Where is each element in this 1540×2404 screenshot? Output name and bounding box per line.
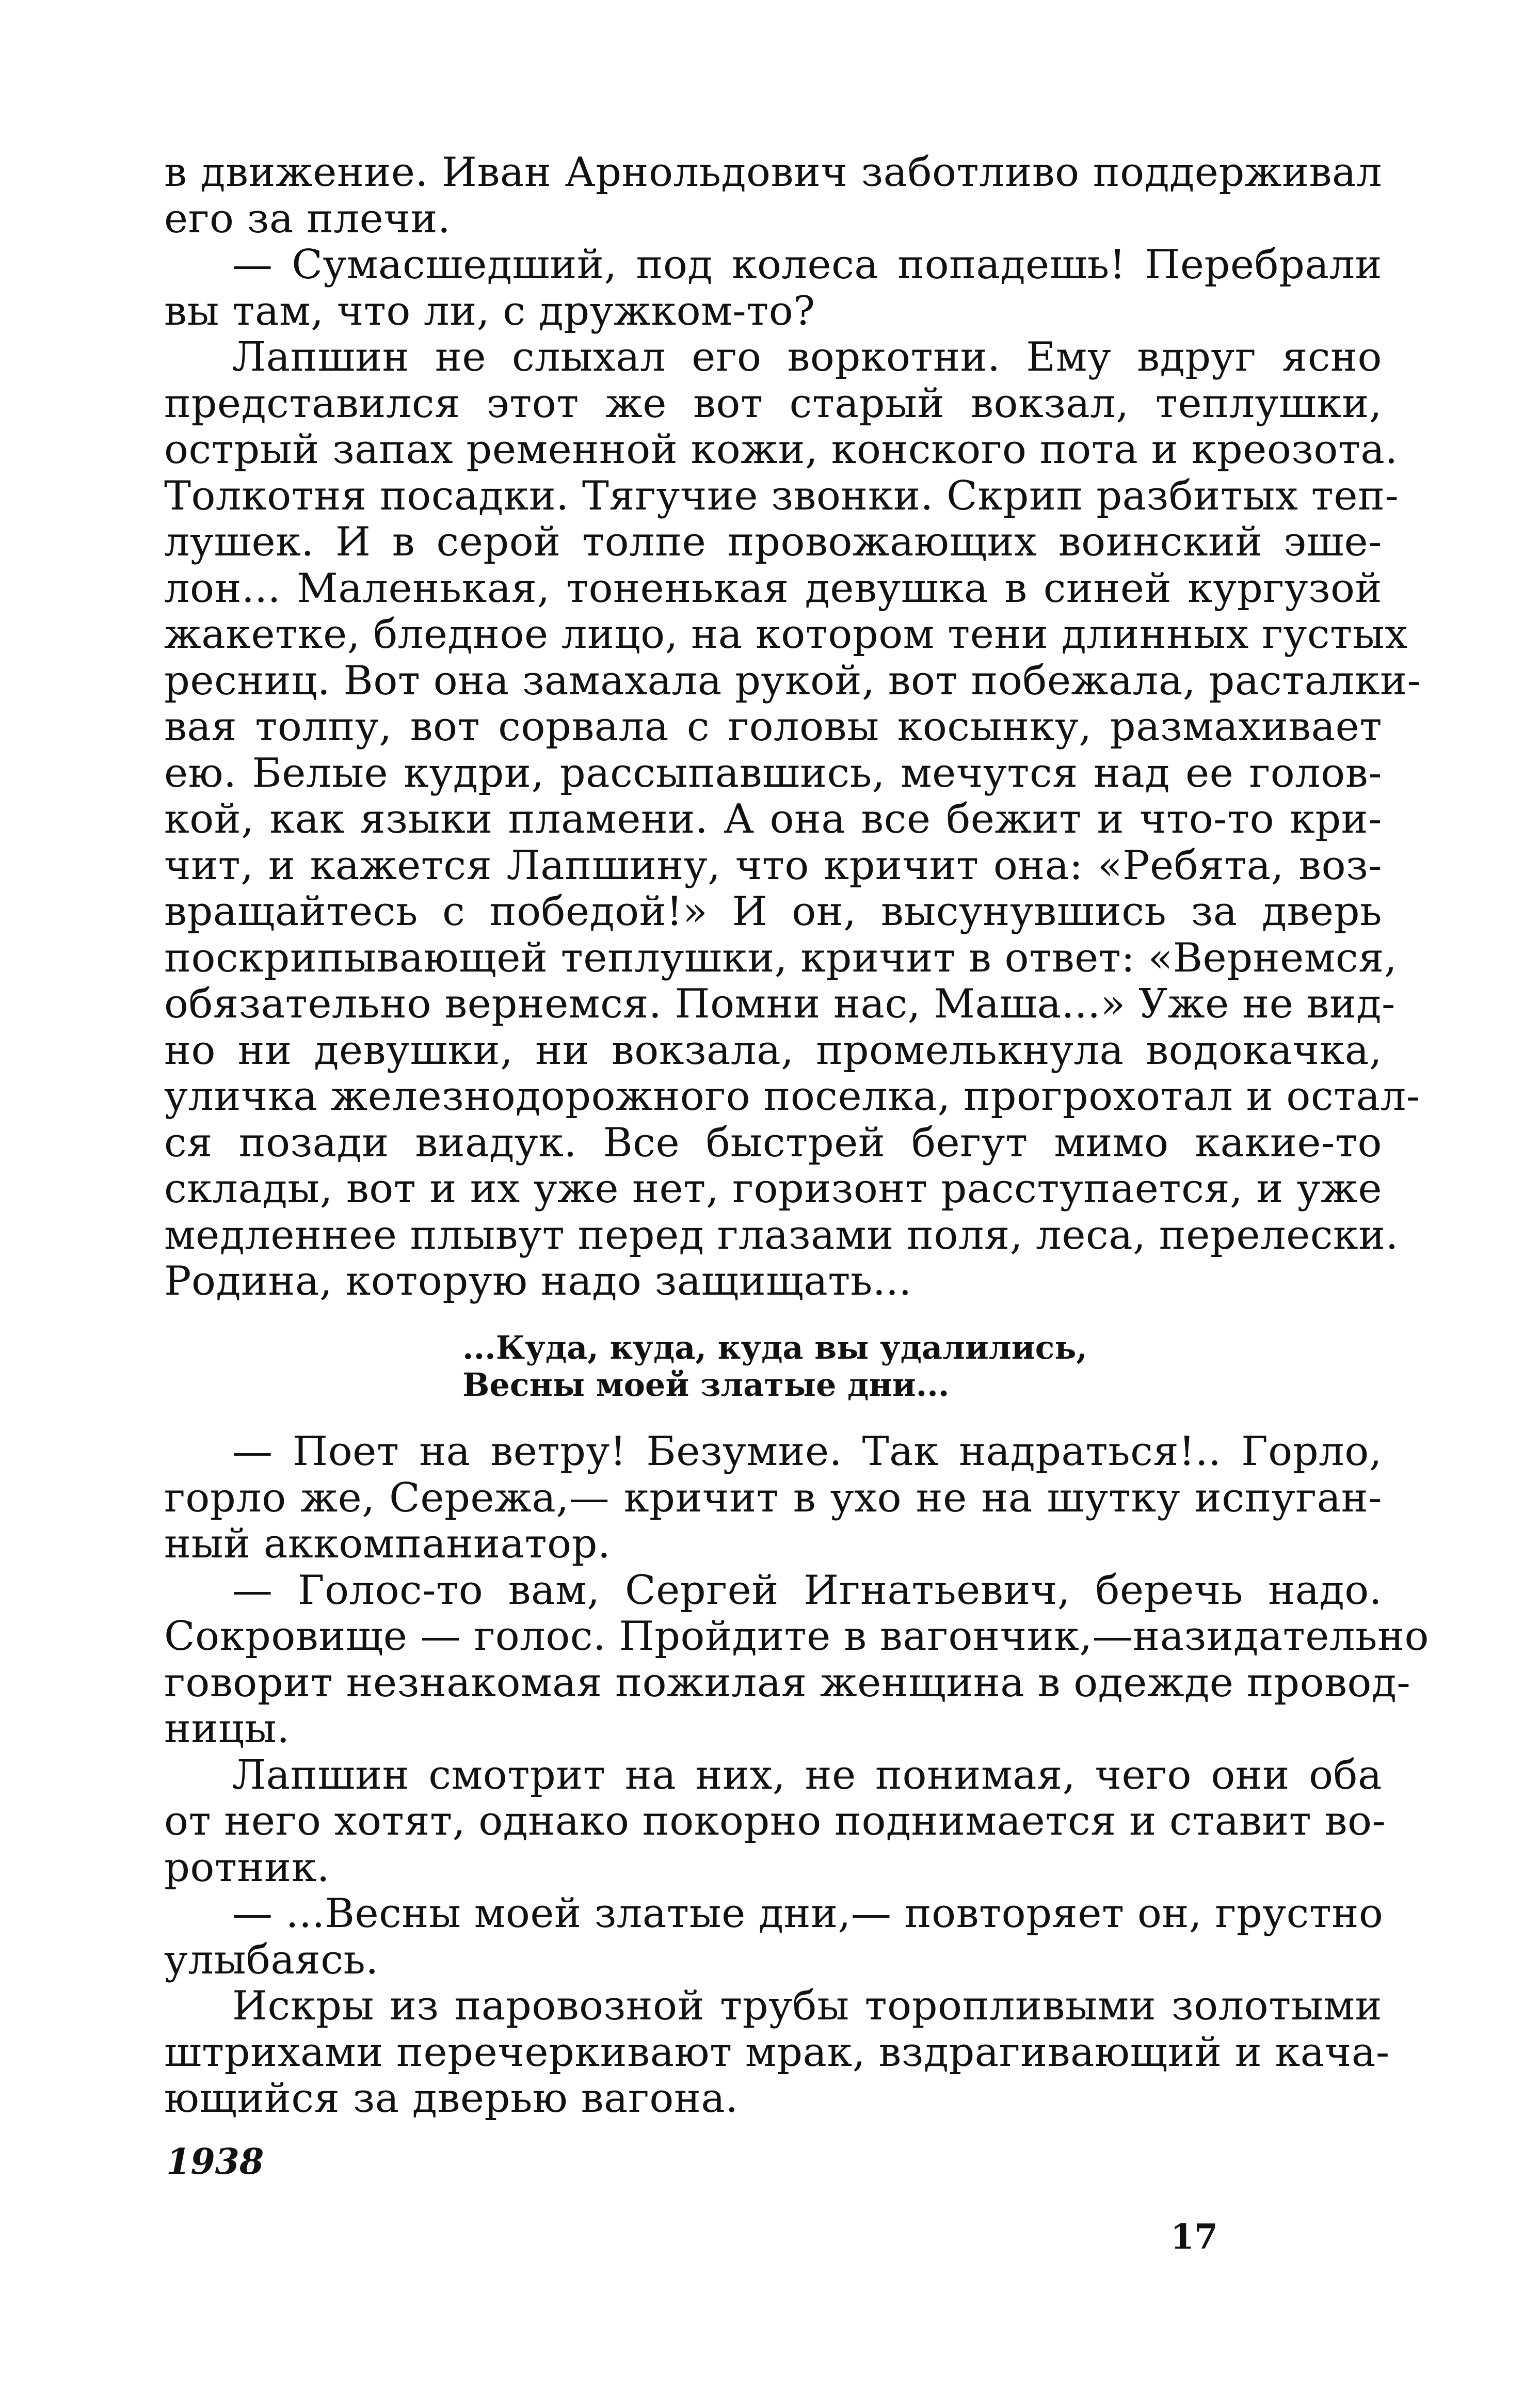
text-line: — Сумасшедший, под колеса попадешь! Перебрали: [232, 242, 1382, 288]
text-line: но ни девушки, ни вокзала, промелькнула водокачка,: [164, 1027, 1382, 1074]
text-line: ресниц. Вот она замахала рукой, вот побежала, расталки-: [164, 657, 1421, 704]
body-text-part-2: [164, 1428, 1429, 2122]
text-line: Толкотня посадки. Тягучие звонки. Скрип разбитых теп-: [164, 472, 1399, 519]
text-line: Лапшин смотрит на них, не понимая, чего они оба: [232, 1752, 1382, 1798]
verse-line: Весны моей златые дни...: [462, 1366, 950, 1404]
verse-quote: [462, 1329, 1185, 1404]
text-line: склады, вот и их уже нет, горизонт расступается, и уже: [164, 1166, 1382, 1212]
verse-line: ...Куда, куда, куда вы удалились,: [462, 1329, 1087, 1366]
text-line: ся позади виадук. Все быстрей бегут мимо какие-то: [164, 1119, 1382, 1166]
text-line: уличка железнодорожного поселка, прогрохотал и остал-: [164, 1073, 1420, 1120]
text-line: представился этот же вот старый вокзал, теплушки,: [164, 380, 1382, 427]
text-line: лушек. И в серой толпе провожающих воинский эше-: [164, 519, 1382, 565]
text-line: ротник.: [164, 1844, 330, 1891]
text-line: ющийся за дверью вагона.: [164, 2075, 739, 2122]
text-line: вы там, что ли, с дружком-то?: [164, 288, 815, 335]
text-line: ный аккомпаниатор.: [164, 1521, 611, 1567]
body-text-part-1: [164, 149, 1421, 1305]
text-line: улыбаясь.: [164, 1936, 379, 1983]
text-line: вая толпу, вот сорвала с головы косынку, размахивает: [164, 704, 1382, 750]
text-line: — Голос-то вам, Сергей Игнатьевич, беречь надо.: [232, 1567, 1382, 1614]
text-line: острый запах ременной кожи, конского пота и креозота.: [164, 426, 1398, 473]
text-line: жакетке, бледное лицо, на котором тени длинных густых: [164, 611, 1408, 658]
text-line: Лапшин не слыхал его воркотни. Ему вдруг ясно: [232, 334, 1382, 380]
text-line: говорит незнакомая пожилая женщина в одежде провод-: [164, 1659, 1411, 1706]
text-line: ею. Белые кудри, рассыпавшись, мечутся над ее голов-: [164, 750, 1382, 797]
text-line: — Поет на ветру! Безумие. Так надраться!.. Горло,: [232, 1428, 1382, 1475]
text-line: Искры из паровозной трубы торопливыми золотыми: [232, 1983, 1382, 2029]
text-line: штрихами перечеркивают мрак, вздрагивающий и кача-: [164, 2029, 1390, 2076]
text-line: Сокровище — голос. Пройдите в вагончик,—назидательно: [164, 1613, 1429, 1660]
text-line: вращайтесь с победой!» И он, высунувшись за дверь: [164, 888, 1382, 935]
text-line: его за плечи.: [164, 195, 451, 242]
page-number: 17: [1170, 2217, 1218, 2257]
text-line: горло же, Сережа,— кричит в ухо не на шутку испуган-: [164, 1474, 1382, 1521]
text-line: обязательно вернемся. Помни нас, Маша...» Уже не вид-: [164, 981, 1395, 1027]
text-line: от него хотят, однако покорно поднимается и ставит во-: [164, 1798, 1386, 1844]
text-line: в движение. Иван Арнольдович заботливо поддерживал: [164, 149, 1382, 196]
text-line: кой, как языки пламени. А она все бежит и что-то кри-: [164, 796, 1382, 842]
text-line: ницы.: [164, 1706, 290, 1752]
text-line: — ...Весны моей златые дни,— повторяет он, грустно: [232, 1890, 1384, 1937]
text-line: лон... Маленькая, тоненькая девушка в синей кургузой: [164, 565, 1382, 612]
text-line: медленнее плывут перед глазами поля, леса, перелески.: [164, 1212, 1399, 1259]
text-line: чит, и кажется Лапшину, что кричит она: «Ребята, воз-: [164, 842, 1382, 889]
text-line: поскрипывающей теплушки, кричит в ответ: «Вернемся,: [164, 934, 1398, 981]
text-line: Родина, которую надо защищать...: [164, 1258, 912, 1304]
year-signature: 1938: [166, 2141, 264, 2183]
